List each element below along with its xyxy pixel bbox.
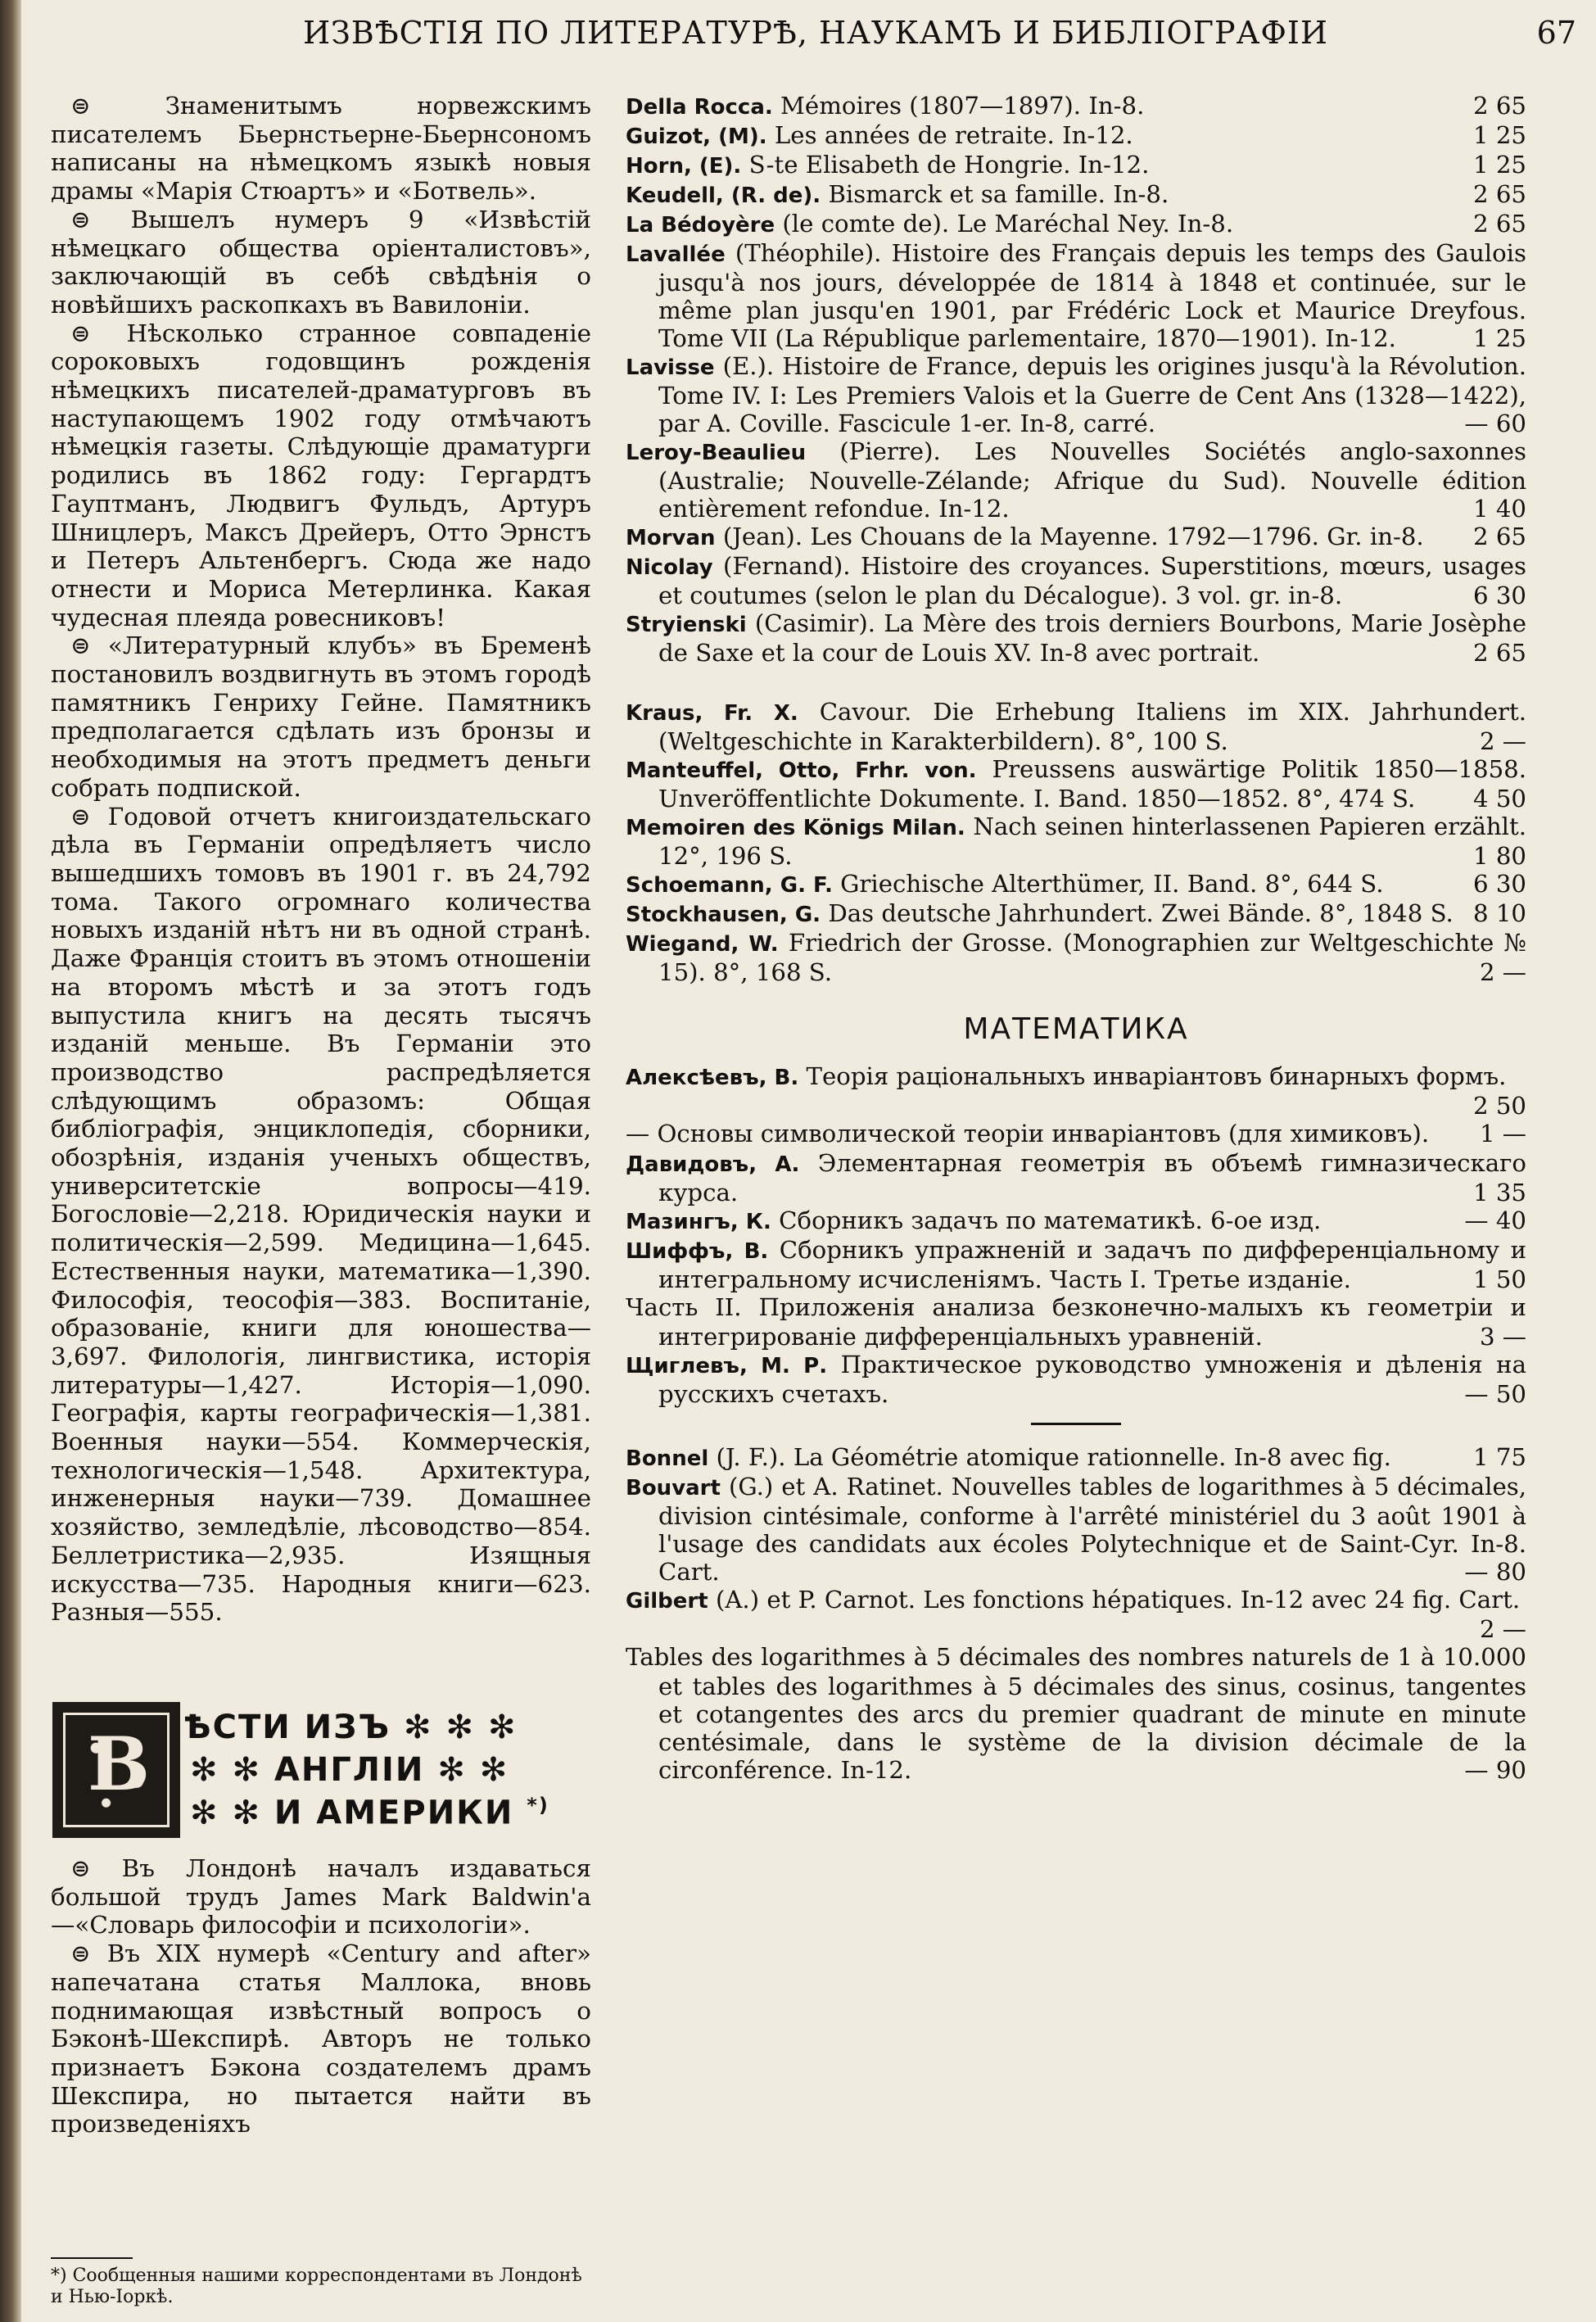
book-title: Теорія раціональныхъ инваріантовъ бинарныхъ формъ. [806, 1062, 1507, 1090]
book-title: Griechische Alterthümer, II. Band. 8°, 644 S. [840, 870, 1384, 898]
price: 1 25 [1473, 121, 1526, 149]
book-title: — Основы символической теоріи инваріантовъ (для химиковъ). [626, 1120, 1430, 1147]
book-title: Friedrich der Grosse. (Monographien zur Weltgeschichte № 15). 8°, 168 S. [658, 929, 1527, 986]
book-title: (Théophile). Histoire des Français depuis les temps des Gaulois jusqu'à nos jours, développée de 1814 à 1848 et continuée, sur le même plan jusqu'en 1901, par Frédéric Lock et Maurice Dreyfous. Tome VII (La République parlementaire, 1870—1901). In-12. [658, 239, 1526, 352]
header-title: ИЗВѢСТІЯ ПО ЛИТЕРАТУРѢ, НАУКАМЪ И БИБЛІОГРАФІИ [303, 15, 1329, 51]
banner-line: ✻ ✻ АНГЛІИ ✻ ✻ [190, 1751, 509, 1789]
price: 1 35 [1473, 1179, 1526, 1206]
book-entry [626, 755, 1526, 812]
book-entry [626, 1586, 1526, 1643]
author: Мазингъ, К. [626, 1210, 771, 1234]
price: 1 25 [1473, 151, 1526, 179]
news-text: Въ Лондонѣ началъ издаваться большой трудъ James Mark Baldwin'a—«Словарь философіи и психологіи». [51, 1854, 591, 1940]
book-entry [626, 1643, 1526, 1784]
book-title: Tables des logarithmes à 5 décimales des nombres naturels de 1 à 10.000 et tables des logarithmes à 5 décimales des sinus, cosinus, tangentes et cotangentes des arcs du premier quadrant de minute en minute centésimale, dans le système de la division décimale de la circonférence. In-12. [626, 1643, 1526, 1784]
book-title: Mémoires (1807—1897). In-8. [780, 92, 1145, 120]
right-column-bibliography [626, 92, 1526, 1784]
price: 1 50 [1473, 1265, 1526, 1293]
price: 2 65 [1473, 523, 1526, 550]
author: Kraus, Fr. X. [626, 701, 798, 726]
price: 1 25 [1473, 324, 1526, 352]
news-text: Годовой отчетъ книгоиздательскаго дѣла въ Германіи опредѣляетъ число вышедшихъ томовъ въ 1901 г. въ 24,792 тома. Такого огромнаго количества новыхъ изданій нѣтъ ни въ одной странѣ. Даже Франція стоитъ въ этомъ отношеніи на второмъ мѣстѣ и за этотъ годъ выпустила книгъ на десять тысячъ изданій меньше. Въ Германіи это производство распредѣляется слѣдующимъ образомъ: Общая библіографія, энциклопедія, сборники, обозрѣнія, изданія ученыхъ обществъ, университетскіе вопросы—419. Богословіе—2,218. Юридическія науки и политическія—2,599. Медицина—1,645. Естественныя науки, математика—1,390. Философія, теософія—383. Воспитаніе, образованіе, книги для юношества—3,697. Филологія, лингвистика, исторія литературы—1,427. Исторія—1,090. Географія, карты географическія—1,381. Военныя науки—554. Коммерческія, технологическія—1,548. Архитектура, инженерныя науки—739. Домашнее хозяйство, земледѣліе, лѣсоводство—854. Беллетристика—2,935. Изящныя искусства—735. Народныя книги—623. Разныя—555. [51, 802, 591, 1627]
book-title: (A.) et P. Carnot. Les fonctions hépatiques. In-12 avec 24 fig. Cart. [715, 1586, 1521, 1614]
book-entry [626, 523, 1526, 552]
price: 2 65 [1473, 92, 1526, 120]
section-gap [626, 667, 1526, 698]
price: 6 30 [1473, 870, 1526, 898]
author: Manteuffel, Otto, Frhr. von. [626, 758, 977, 783]
price: 6 30 [1473, 582, 1526, 609]
price: 1 80 [1473, 842, 1526, 870]
price: 2 50 [1473, 1092, 1526, 1120]
author: Gilbert [626, 1589, 708, 1614]
banner-line [190, 1794, 549, 1831]
author: La Bédoyère [626, 213, 775, 238]
author: Stryienski [626, 613, 747, 637]
price: 4 50 [1473, 785, 1526, 812]
author: Давидовъ, А. [626, 1152, 800, 1177]
price: 2 — [1479, 1615, 1526, 1643]
author: Lavallée [626, 242, 726, 267]
uk-news-section [51, 1854, 591, 2139]
author: Memoiren des Königs Milan. [626, 816, 965, 840]
ornamental-letter-v: В [88, 1721, 151, 1808]
book-title: Bismarck et sa famille. In-8. [828, 180, 1169, 208]
russian-math-books-list [626, 1062, 1526, 1408]
news-text: Нѣсколько странное совпаденіе сороковыхъ годовщинъ рожденія нѣмецкихъ писателей-драматурговъ въ наступающемъ 1902 году отмѣчаютъ нѣмецкія газеты. Слѣдующіе драматурги родились въ 1862 году: Гергардтъ Гауптманъ, Людвигъ Фульдъ, Артуръ Шницлеръ, Максъ Дрейеръ, Отто Эрнстъ и Петеръ Альтенбергъ. Сюда же надо отнести и Мориса Метерлинка. Какая чудесная плеяда ровесниковъ! [51, 319, 591, 631]
section-divider [1031, 1423, 1121, 1425]
ornamental-initial-image [52, 1702, 180, 1838]
news-item: ⊜ Годовой отчетъ книгоиздательскаго дѣла въ Германіи опредѣляетъ число вышедшихъ томовъ въ 1901 г. въ 24,792 тома. Такого огромнаго количества новыхъ изданій нѣтъ ни въ одной странѣ. Даже Франція стоитъ въ этомъ отношеніи на второмъ мѣстѣ и за этотъ годъ выпустила книгъ на десять тысячъ изданій меньше. Въ Германіи это производство распредѣляется слѣдующимъ образомъ: Общая библіографія, энциклопедія, сборники, обозрѣнія, изданія ученыхъ обществъ, университетскіе вопросы—419. Богословіе—2,218. Юридическія науки и политическія—2,599. Медицина—1,645. Естественныя науки, математика—1,390. Философія, теософія—383. Воспитаніе, образованіе, книги для юношества—3,697. Филологія, лингвистика, исторія литературы—1,427. Исторія—1,090. Географія, карты географическія—1,381. Военныя науки—554. Коммерческія, технологическія—1,548. Архитектура, инженерныя науки—739. Домашнее хозяйство, земледѣліе, лѣсоводство—854. Беллетристика—2,935. Изящныя искусства—735. Народныя книги—623. Разныя—555. [51, 802, 591, 1627]
book-title: (G.) et A. Ratinet. Nouvelles tables de logarithmes à 5 décimales, division cintésimale, conforme à l'arrêté ministériel du 3 août 1901 à l'usage des candidats aux écoles Polytechnique et de Saint-Cyr. In-8. Cart. [658, 1473, 1526, 1586]
price: — 50 [1464, 1380, 1526, 1408]
book-title: Cavour. Die Erhebung Italiens im XIX. Jahrhundert. (Weltgeschichte in Karakterbildern). 8°, 100 S. [658, 698, 1526, 755]
section-title-mathematics: МАТЕМАТИКА [963, 1012, 1189, 1046]
book-title: (E.). Histoire de France, depuis les origines jusqu'à la Révolution. Tome IV. I: Les Premiers Valois et la Guerre de Cent Ans (1328—1422), par A. Coville. Fascicule 1-er. In-8, carré. [658, 352, 1527, 437]
book-title: Сборникъ задачъ по математикѣ. 6-ое изд. [779, 1206, 1322, 1234]
book-entry [626, 1206, 1526, 1236]
book-title: Das deutsche Jahrhundert. Zwei Bände. 8°, 1848 S. [828, 899, 1454, 927]
book-entry [626, 239, 1526, 352]
book-title: Часть II. Приложенія анализа безконечно-малыхъ къ геометріи и интегрированіе дифференціальныхъ уравненій. [626, 1293, 1526, 1351]
price: 3 — [1479, 1323, 1526, 1351]
price: 1 75 [1473, 1443, 1526, 1471]
book-entry [626, 151, 1526, 180]
book-title: (le comte de). Le Maréchal Ney. In-8. [782, 210, 1234, 238]
book-title: (J. F.). La Géométrie atomique rationnelle. In-8 avec fig. [716, 1443, 1391, 1471]
author: Schoemann, G. F. [626, 873, 833, 898]
price: 1 — [1479, 1120, 1526, 1147]
author: Horn, (E). [626, 154, 742, 179]
price: — 80 [1464, 1558, 1526, 1586]
news-text: Вышелъ нумеръ 9 «Извѣстій нѣмецкаго общества оріенталистовъ», заключающій въ себѣ свѣдѣнія о новѣйшихъ раскопкахъ въ Вавилоніи. [51, 205, 592, 319]
book-title: Preussens auswärtige Politik 1850—1858. Unveröffentlichte Dokumente. I. Band. 1850—1852. 8°, 474 S. [658, 755, 1527, 812]
book-entry [626, 1293, 1526, 1351]
author: Nicolay [626, 555, 713, 580]
price: — 90 [1464, 1756, 1526, 1784]
news-text: «Литературный клубъ» въ Бременѣ постановилъ воздвигнуть въ этомъ городѣ памятникъ Генриху Гейне. Памятникъ предполагается сдѣлать изъ бронзы и необходимыя на этотъ предметъ деньги собрать подпиской. [51, 631, 591, 802]
book-title: S-te Elisabeth de Hongrie. In-12. [748, 151, 1150, 179]
author: Keudell, (R. de). [626, 183, 821, 208]
book-entry [626, 92, 1526, 121]
book-entry [626, 929, 1526, 986]
price: 1 40 [1473, 495, 1526, 523]
book-entry [626, 1473, 1526, 1586]
french-math-books-list [626, 1443, 1526, 1784]
banner-text: ✻ ✻ И АМЕРИКИ [190, 1794, 514, 1832]
news-item: ⊜ «Литературный клубъ» въ Бременѣ постановилъ воздвигнуть въ этомъ городѣ памятникъ Генриху Гейне. Памятникъ предполагается сдѣлать изъ бронзы и необходимыя на этотъ предметъ деньги собрать подпиской. [51, 631, 591, 802]
author: Lavisse [626, 355, 715, 380]
news-item: ⊜ Знаменитымъ норвежскимъ писателемъ Бьернстьерне-Бьернсономъ написаны на нѣмецкомъ языкѣ новыя драмы «Марія Стюартъ» и «Ботвель». [51, 92, 591, 206]
german-books-list [626, 698, 1526, 986]
footnote-rule [51, 2257, 133, 2259]
page-number: 67 [1536, 15, 1576, 51]
news-item: ⊜ Нѣсколько странное совпаденіе сороковыхъ годовщинъ рожденія нѣмецкихъ писателей-драматурговъ въ наступающемъ 1902 году отмѣчаютъ нѣмецкія газеты. Слѣдующіе драматурги родились въ 1862 году: Гергардтъ Гауптманъ, Людвигъ Фульдъ, Артуръ Шницлеръ, Максъ Дрейеръ, Отто Эрнстъ и Петеръ Альтенбергъ. Сюда же надо отнести и Мориса Метерлинка. Какая чудесная плеяда ровесниковъ! [51, 319, 591, 631]
book-entry [626, 1062, 1526, 1120]
book-entry [626, 609, 1526, 667]
book-title: Nach seinen hinterlassenen Papieren erzählt. 12°, 196 S. [658, 812, 1526, 870]
author: Morvan [626, 526, 716, 550]
book-title: Элементарная геометрія въ объемѣ гимназическаго курса. [658, 1149, 1527, 1206]
price: 2 — [1479, 958, 1526, 986]
book-entry [626, 352, 1526, 437]
book-entry [626, 552, 1526, 609]
author: Stockhausen, G. [626, 903, 821, 927]
news-item: ⊜ Вышелъ нумеръ 9 «Извѣстій нѣмецкаго общества оріенталистовъ», заключающій въ себѣ свѣдѣнія о новѣйшихъ раскопкахъ въ Вавилоніи. [51, 205, 592, 319]
banner-line: ѢСТИ ИЗЪ ✻ ✻ ✻ [183, 1709, 518, 1746]
book-entry [626, 437, 1526, 523]
left-column-news [51, 92, 591, 1627]
book-entry [626, 1236, 1526, 1293]
price: 2 65 [1473, 639, 1526, 667]
page-binding-edge [0, 0, 21, 2322]
book-entry [626, 1120, 1526, 1149]
price: — 40 [1464, 1206, 1526, 1234]
author: Щиглевъ, М. Р. [626, 1354, 828, 1378]
book-title: (Fernand). Histoire des croyances. Superstitions, mœurs, usages et coutumes (selon le plan du Décalogue). 3 vol. gr. in-8. [658, 552, 1526, 609]
news-item: ⊜ Въ XIX нумерѣ «Century and after» напечатана статья Маллока, вновь поднимающая извѣстный вопросъ о Бэконѣ-Шекспирѣ. Авторъ не только признаетъ Бэкона создателемъ драмъ Шекспира, но пытается найти въ произведеніяхъ [51, 1940, 592, 2139]
news-text: Знаменитымъ норвежскимъ писателемъ Бьернстьерне-Бьернсономъ написаны на нѣмецкомъ языкѣ новыя драмы «Марія Стюартъ» и «Ботвель». [51, 92, 591, 206]
running-header [41, 0, 1589, 62]
author: Wiegand, W. [626, 932, 779, 957]
book-entry [626, 121, 1526, 151]
author: Алексѣевъ, В. [626, 1066, 799, 1090]
news-text: Въ XIX нумерѣ «Century and after» напечатана статья Маллока, вновь поднимающая извѣстный вопросъ о Бэконѣ-Шекспирѣ. Авторъ не только признаетъ Бэкона создателемъ драмъ Шекспира, но пытается найти въ произведеніяхъ [51, 1940, 592, 2139]
author: Leroy-Beaulieu [626, 441, 807, 465]
book-entry [626, 1443, 1526, 1473]
author: Guizot, (M). [626, 124, 767, 149]
book-title: (Pierre). Les Nouvelles Sociétés anglo-saxonnes (Australie; Nouvelle-Zélande; Afrique du Sud). Nouvelle édition entièrement refondue. In-12. [658, 437, 1526, 523]
news-from-england-banner [52, 1702, 593, 1837]
author: Bonnel [626, 1446, 709, 1471]
french-books-list [626, 92, 1526, 667]
book-entry [626, 870, 1526, 899]
book-title: (Jean). Les Chouans de la Mayenne. 1792—1796. Gr. in-8. [722, 523, 1424, 550]
book-title: Сборникъ упражненій и задачъ по дифференціальному и интегральному исчисленіямъ. Часть I. Третье изданіе. [658, 1236, 1527, 1293]
footnote: *) Сообщенныя нашими корреспондентами въ Лондонѣ и Нью-Іоркѣ. [51, 2265, 582, 2307]
news-item: ⊜ Въ Лондонѣ началъ издаваться большой трудъ James Mark Baldwin'a—«Словарь философіи и психологіи». [51, 1854, 591, 1940]
book-entry [626, 1351, 1526, 1408]
author: Della Rocca. [626, 95, 773, 120]
footnote-marker: *) [527, 1794, 549, 1817]
book-entry [626, 1149, 1526, 1206]
book-entry [626, 210, 1526, 239]
author: Bouvart [626, 1476, 721, 1500]
book-entry [626, 698, 1526, 755]
author: Шиффъ, В. [626, 1239, 769, 1264]
price: 2 65 [1473, 210, 1526, 238]
book-title: Практическое руководство умноженія и дѣленія на русскихъ счетахъ. [658, 1351, 1527, 1408]
price: 8 10 [1473, 899, 1526, 927]
book-entry [626, 180, 1526, 210]
book-entry [626, 812, 1526, 870]
price: 2 65 [1473, 180, 1526, 208]
book-title: Les années de retraite. In-12. [774, 121, 1133, 149]
book-entry [626, 899, 1526, 929]
price: — 60 [1464, 410, 1526, 437]
book-title: (Casimir). La Mère des trois derniers Bourbons, Marie Josèphe de Saxe et la cour de Louis XV. In-8 avec portrait. [658, 609, 1527, 667]
price: 2 — [1479, 727, 1526, 755]
